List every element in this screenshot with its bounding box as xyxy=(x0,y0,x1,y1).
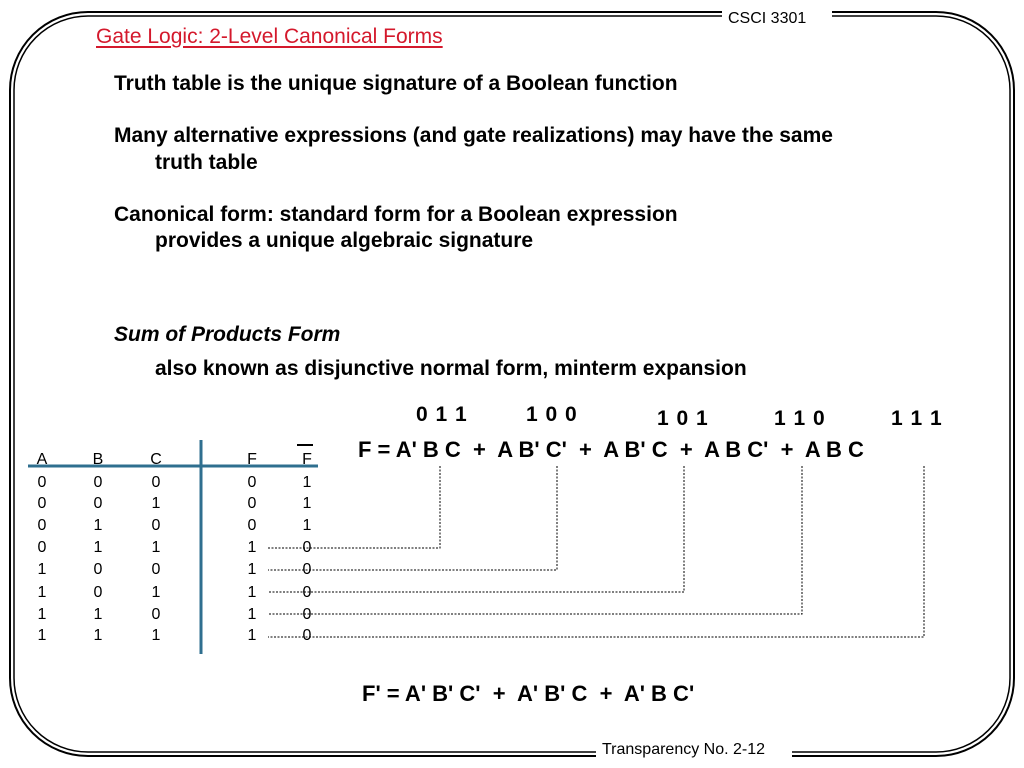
truth-table-cell: 1 xyxy=(93,539,103,556)
truth-table-cell: 1 xyxy=(151,627,161,644)
body-line-3b: provides a unique algebraic signature xyxy=(155,229,534,252)
truth-table-cell: 0 xyxy=(247,517,257,534)
minterm-code-4: 1 1 0 xyxy=(774,407,826,430)
truth-table-cell: 1 xyxy=(247,627,257,644)
truth-table-cell: 0 xyxy=(247,495,257,512)
truth-table-cell: 0 xyxy=(151,517,161,534)
truth-table-cell: 1 xyxy=(247,561,257,578)
truth-table-cell: 0 xyxy=(93,561,103,578)
slide-title: Gate Logic: 2-Level Canonical Forms xyxy=(96,25,443,48)
complement-expression: F' = A' B' C' + A' B' C + A' B C' xyxy=(362,681,695,706)
truth-table-cell: 1 xyxy=(37,606,47,623)
truth-table-cell: 1 xyxy=(247,539,257,556)
truth-table-cell: 1 xyxy=(247,584,257,601)
truth-table-cell: 1 xyxy=(37,561,47,578)
truth-table-cell: 0 xyxy=(37,474,47,491)
body-line-2b: truth table xyxy=(155,151,258,174)
sop-description: also known as disjunctive normal form, minterm expansion xyxy=(155,357,747,380)
truth-table-cell: 0 xyxy=(93,474,103,491)
sop-expression: F = A' B C + A B' C' + A B' C + A B C' + A B C xyxy=(358,437,864,462)
truth-table-cell: 0 xyxy=(302,561,312,578)
truth-table-cell: 1 xyxy=(151,584,161,601)
truth-table-cell: 0 xyxy=(151,606,161,623)
truth-table-header: F xyxy=(247,451,257,468)
truth-table-cell: 1 xyxy=(302,495,312,512)
truth-table-header: B xyxy=(92,451,104,468)
truth-table-cell: 0 xyxy=(151,561,161,578)
truth-table-cell: 1 xyxy=(93,517,103,534)
truth-table-cell: 0 xyxy=(37,539,47,556)
truth-table-cell: 0 xyxy=(37,517,47,534)
truth-table-cell: 1 xyxy=(302,517,312,534)
truth-table-header: F xyxy=(302,451,312,468)
body-line-3a: Canonical form: standard form for a Boolean expression xyxy=(114,203,678,226)
truth-table-cell: 0 xyxy=(302,627,312,644)
minterm-code-2: 1 0 0 xyxy=(526,403,578,426)
truth-table-cell: 0 xyxy=(93,495,103,512)
truth-table-cell: 0 xyxy=(247,474,257,491)
truth-table-cell: 1 xyxy=(151,539,161,556)
truth-table-cell: 1 xyxy=(37,627,47,644)
course-label: CSCI 3301 xyxy=(728,10,807,27)
truth-table-cell: 0 xyxy=(93,584,103,601)
truth-table-cell: 1 xyxy=(151,495,161,512)
minterm-code-5: 1 1 1 xyxy=(891,407,943,430)
truth-table-cell: 0 xyxy=(151,474,161,491)
truth-table-cell: 1 xyxy=(93,627,103,644)
truth-table-cell: 1 xyxy=(247,606,257,623)
truth-table-cell: 1 xyxy=(93,606,103,623)
body-line-2a: Many alternative expressions (and gate realizations) may have the same xyxy=(114,124,833,147)
footer-transparency: Transparency No. 2-12 xyxy=(602,741,766,758)
minterm-code-1: 0 1 1 xyxy=(416,403,468,426)
truth-table-header: C xyxy=(150,451,162,468)
truth-table-cell: 0 xyxy=(302,539,312,556)
truth-table-cell: 0 xyxy=(302,584,312,601)
truth-table-cell: 1 xyxy=(37,584,47,601)
truth-table-cell: 0 xyxy=(302,606,312,623)
minterm-code-3: 1 0 1 xyxy=(657,407,709,430)
truth-table-cell: 1 xyxy=(302,474,312,491)
truth-table-header: A xyxy=(36,451,48,468)
truth-table-cell: 0 xyxy=(37,495,47,512)
sop-heading: Sum of Products Form xyxy=(114,323,341,346)
body-line-1: Truth table is the unique signature of a Boolean function xyxy=(114,72,678,95)
